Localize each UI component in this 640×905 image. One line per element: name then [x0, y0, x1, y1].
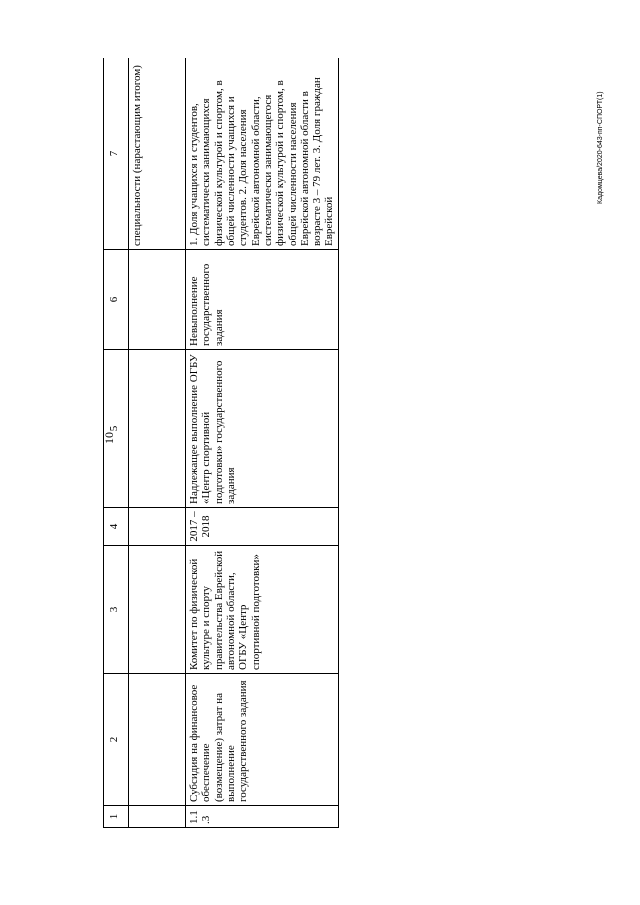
header-col-2: 2 — [104, 674, 129, 806]
continuation-row — [129, 58, 186, 828]
row-executor: Комитет по физической культуре и спорту правительства Еврейской автономной области, ОГБУ «Центр спортивной подготовки» — [186, 546, 339, 674]
header-col-6: 6 — [104, 250, 129, 350]
table-rotation-frame — [103, 58, 603, 828]
row-indicators: 1. Доля учащихся и студентов, систематически занимающихся физической культурой и спортом, в общей численности учащихся и студентов. 2. Доля населения Еврейской автономной области, систематически занимающегося физической культурой и спортом, в общей численности населения Еврейской автономной области в возрасте 3 – 79 лет. 3. Доля граждан Еврейской — [186, 58, 339, 250]
cont-cell-3 — [129, 546, 186, 674]
cont-cell-1 — [129, 806, 186, 828]
row-period: 2017 – 2018 — [186, 508, 339, 546]
page-number: 10 — [102, 432, 116, 444]
row-measure-name: Субсидия на финансовое обеспечение (возмещение) затрат на выполнение государственного задания — [186, 674, 339, 806]
cont-cell-4 — [129, 508, 186, 546]
row-number: 1.1.3 — [186, 806, 339, 828]
table-row — [186, 58, 339, 828]
cont-cell-5 — [129, 350, 186, 508]
cont-cell-2 — [129, 674, 186, 806]
row-consequences: Невыполнение государственного задания — [186, 250, 339, 350]
measures-table — [103, 58, 339, 828]
header-col-1: 1 — [104, 806, 129, 828]
header-col-5: 5 — [104, 350, 129, 508]
header-col-4: 4 — [104, 508, 129, 546]
cont-cell-7: специальности (нарастающим итогом) — [129, 58, 186, 250]
cont-cell-6 — [129, 250, 186, 350]
table-header-row — [104, 58, 129, 828]
row-expected-result: Надлежащее выполнение ОГБУ «Центр спортивной подготовки» государственного задания — [186, 350, 339, 508]
rotated-table-sheet — [103, 58, 603, 828]
header-col-7: 7 — [104, 58, 129, 250]
header-col-3: 3 — [104, 546, 129, 674]
document-code: Кадомцева/2020-643-пп-СПОРТ(1) — [597, 91, 604, 204]
